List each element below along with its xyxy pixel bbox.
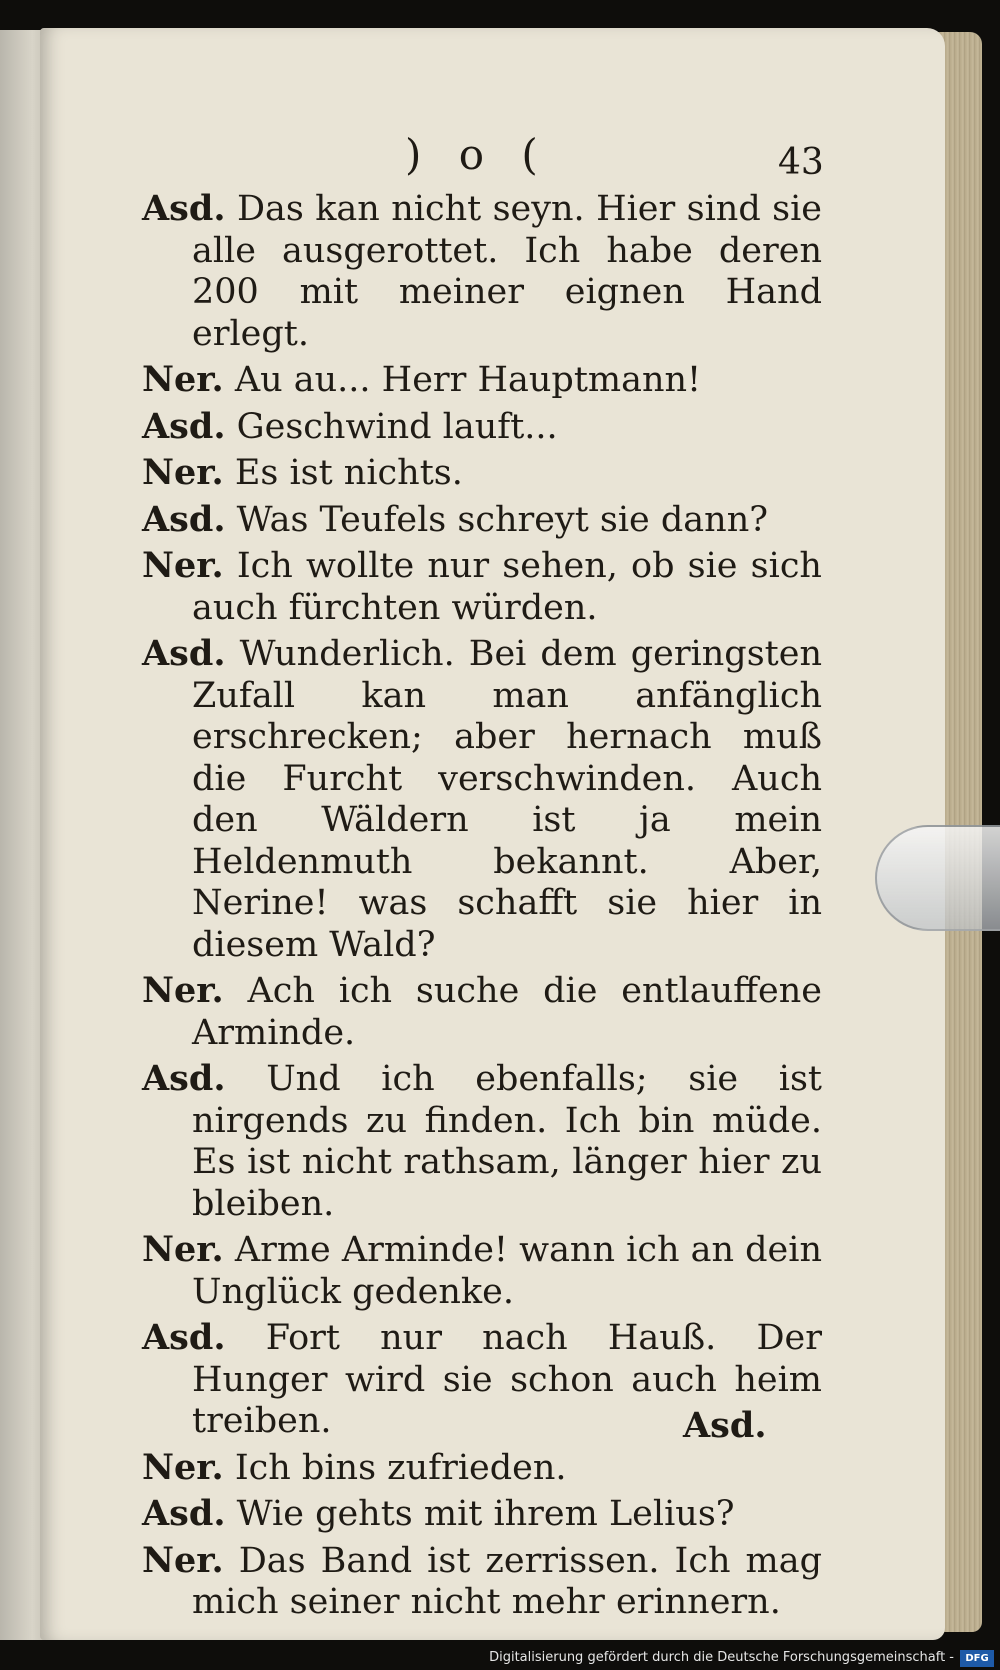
page-clip-tab (875, 825, 1000, 931)
dialogue-entry (142, 545, 822, 629)
speaker-name: Asd. (142, 1493, 226, 1534)
header-ornament: ) o ( (405, 130, 550, 179)
dfg-logo: DFG (960, 1650, 994, 1667)
speaker-name: Ner. (142, 1446, 224, 1488)
dialogue-entry (142, 188, 822, 355)
dialogue-entry (142, 970, 822, 1054)
dialogue-line: Ich wollte nur sehen, ob sie sich auch fürchten würden. (192, 546, 822, 628)
dialogue-line: Ich bins zufrieden. (234, 1447, 567, 1488)
speaker-name: Ner. (142, 545, 224, 586)
dialogue-entry (142, 633, 822, 966)
dialogue-line: Das kan nicht seyn. Hier sind sie alle ausgerottet. Ich habe deren 200 mit meiner eignen Hand erlegt. (192, 189, 822, 354)
dialogue-entry (142, 1540, 822, 1624)
speaker-name: Ner. (142, 359, 224, 400)
dialogue-line: Das Band ist zerrissen. Ich mag mich seiner nicht mehr erinnern. (192, 1540, 822, 1622)
dialogue-line: Geschwind lauft... (236, 406, 558, 447)
speaker-name: Ner. (142, 970, 224, 1011)
speaker-name: Ner. (142, 1229, 224, 1270)
digitization-credit: Digitalisierung gefördert durch die Deutsche Forschungsgemeinschaft - (489, 1646, 1000, 1670)
dialogue-line: Was Teufels schreyt sie dann? (236, 499, 769, 540)
dialogue-line: Fort nur nach Hauß. Der Hunger wird sie schon auch heim treiben. (192, 1318, 822, 1441)
dialogue-entry (142, 452, 822, 495)
dialogue-line: Und ich ebenfalls; sie ist nirgends zu finden. Ich bin müde. Es ist nicht rathsam, länger hier zu bleiben. (192, 1059, 822, 1224)
speaker-name: Ner. (142, 1539, 224, 1581)
dialogue-line: Wunderlich. Bei dem geringsten Zufall kan man anfänglich erschrecken; aber hernach muß die Furcht verschwinden. Auch den Wäldern ist ja mein Heldenmuth bekannt. Aber, Nerine! was schafft sie hier in diesem Wald? (192, 634, 822, 965)
speaker-name: Asd. (142, 405, 226, 447)
speaker-name: Asd. (142, 1058, 226, 1099)
speaker-name: Asd. (142, 188, 226, 229)
dialogue-line: Wie gehts mit ihrem Lelius? (236, 1494, 735, 1534)
dialogue-entry (142, 1447, 822, 1490)
dialogue-entry (142, 1058, 822, 1225)
dialogue-line: Es ist nichts. (234, 453, 463, 493)
dialogue-entry (142, 1229, 822, 1313)
dialogue-line: Au au... Herr Hauptmann! (234, 360, 702, 400)
dialogue-entry (142, 1493, 822, 1536)
dialogue-entry (142, 406, 822, 449)
speaker-name: Asd. (142, 1317, 226, 1358)
speaker-name: Asd. (142, 498, 226, 540)
dialogue-entry (142, 499, 822, 542)
dialogue-line: Ach ich suche die entlauffene Arminde. (192, 971, 822, 1053)
catchword: Asd. (683, 1405, 767, 1446)
speaker-name: Ner. (142, 452, 224, 493)
speaker-name: Asd. (142, 633, 226, 674)
dialogue-entry (142, 359, 822, 402)
dialogue-line: Arme Arminde! wann ich an dein Unglück gedenke. (192, 1230, 822, 1312)
page-number: 43 (778, 142, 824, 183)
